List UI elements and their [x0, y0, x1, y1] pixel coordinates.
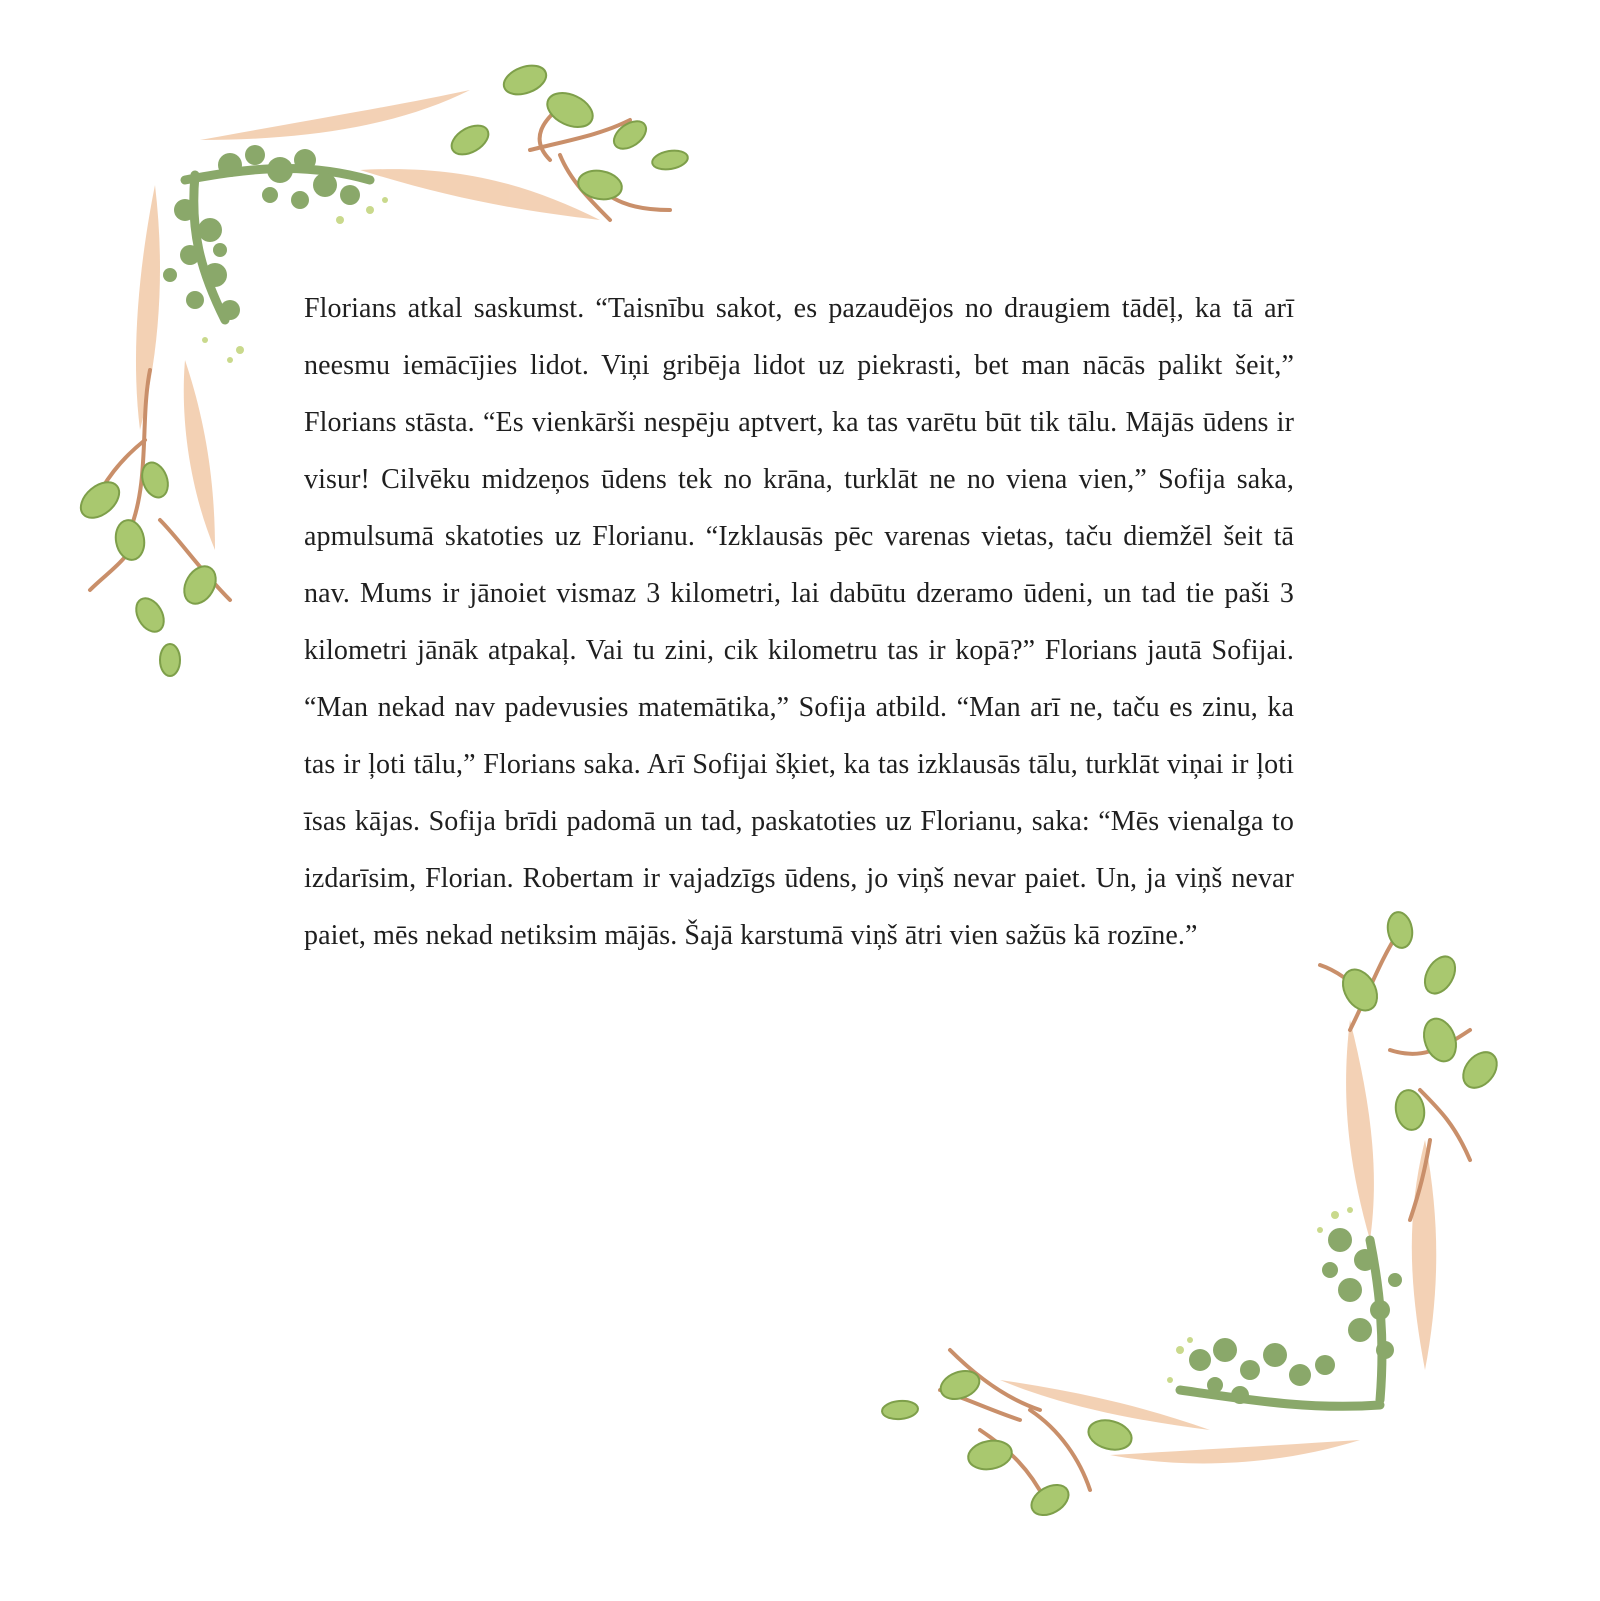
leaves	[881, 910, 1503, 1521]
leafy-branch-corner-ornament-bottom-right	[880, 910, 1540, 1550]
moss-clusters	[1180, 1228, 1402, 1406]
story-paragraph: Florians atkal saskumst. “Taisnību sakot, es pazaudējos no draugiem tādēļ, ka tā arī neesmu iemācījies lidot. Viņi gribēja lidot uz piekrasti, bet man nācās palikt šeit,” Florians stāsta. “Es vienkārši nespēju aptvert, ka tas varētu būt tik tālu. Mājās ūdens ir visur! Cilvēku midzeņos ūdens tek no krāna, turklāt ne no viena vien,” Sofija saka, apmulsumā skatoties uz Florianu. “Izklausās pēc varenas vietas, taču diemžēl šeit tā nav. Mums ir jānoiet vismaz 3 kilometri, lai dabūtu dzeramo ūdeni, un tad tie paši 3 kilometri jānāk atpakaļ. Vai tu zini, cik kilometru tas ir kopā?” Florians jautā Sofijai. “Man nekad nav padevusies matemātika,” Sofija atbild. “Man arī ne, taču es zinu, ka tas ir ļoti tālu,” Florians saka. Arī Sofijai šķiet, ka tas izklausās tālu, turklāt viņai ir ļoti īsas kājas. Sofija brīdi padomā un tad, paskatoties uz Florianu, saka: “Mēs vienalga to izdarīsim, Florian. Robertam ir vajadzīgs ūdens, jo viņš nevar paiet. Un, ja viņš nevar paiet, mēs nekad netiksim mājās. Šajā karstumā viņš ātri vien sažūs kā rozīne.”	[304, 293, 1294, 951]
feather-fronds	[1000, 1020, 1436, 1463]
branches	[940, 930, 1470, 1500]
moss-speckles	[1167, 1207, 1353, 1383]
